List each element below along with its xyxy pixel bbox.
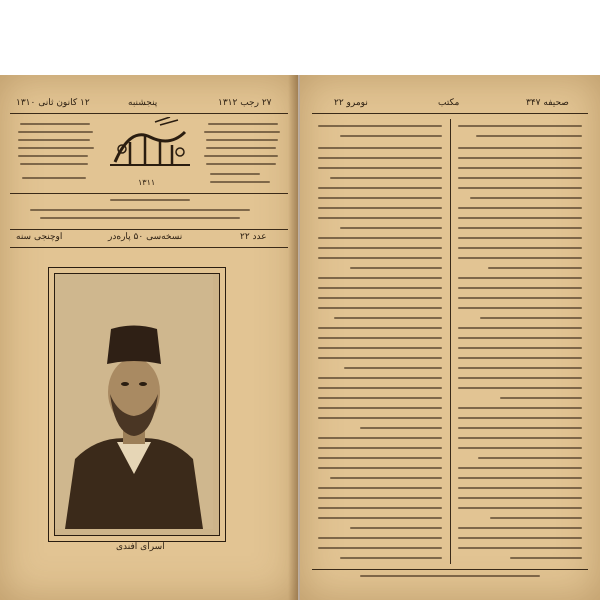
left-page — [0, 75, 298, 600]
masthead-year: ۱۳۱۱ — [138, 178, 156, 187]
info-rule-mid — [10, 229, 288, 230]
subtitle-band — [110, 199, 190, 201]
header-day: پنجشنبه — [128, 98, 158, 108]
info-price: نسخه‌سی ۵۰ پاره‌در — [108, 232, 183, 242]
header-date-left: ۱۲ كانون ثانی ۱۳۱۰ — [16, 98, 90, 108]
open-book — [0, 75, 600, 600]
header-issue: نومرو ۲۲ — [334, 98, 368, 108]
portrait-caption: اسرای افندی — [116, 542, 165, 552]
header-rule — [312, 113, 588, 114]
right-page — [300, 75, 600, 600]
notice-line — [40, 217, 240, 219]
info-year: اوچنجی سنه — [16, 232, 63, 242]
header-rule — [10, 113, 288, 114]
info-rule-top — [10, 193, 288, 194]
header-page-number: صحیفه ۳۴۷ — [526, 98, 569, 108]
masthead-logo — [100, 117, 200, 177]
portrait-frame — [48, 267, 226, 542]
header-title: مكتب — [438, 98, 460, 108]
info-rule-bottom — [10, 247, 288, 248]
portrait-image — [54, 273, 220, 536]
imprint-line — [360, 575, 540, 577]
column-divider — [450, 119, 451, 564]
notice-line — [30, 209, 250, 211]
header-date-right: ۲۷ رجب ۱۳۱۲ — [218, 98, 272, 108]
footer-rule — [312, 569, 588, 570]
info-issue: عدد ۲۲ — [240, 232, 267, 242]
